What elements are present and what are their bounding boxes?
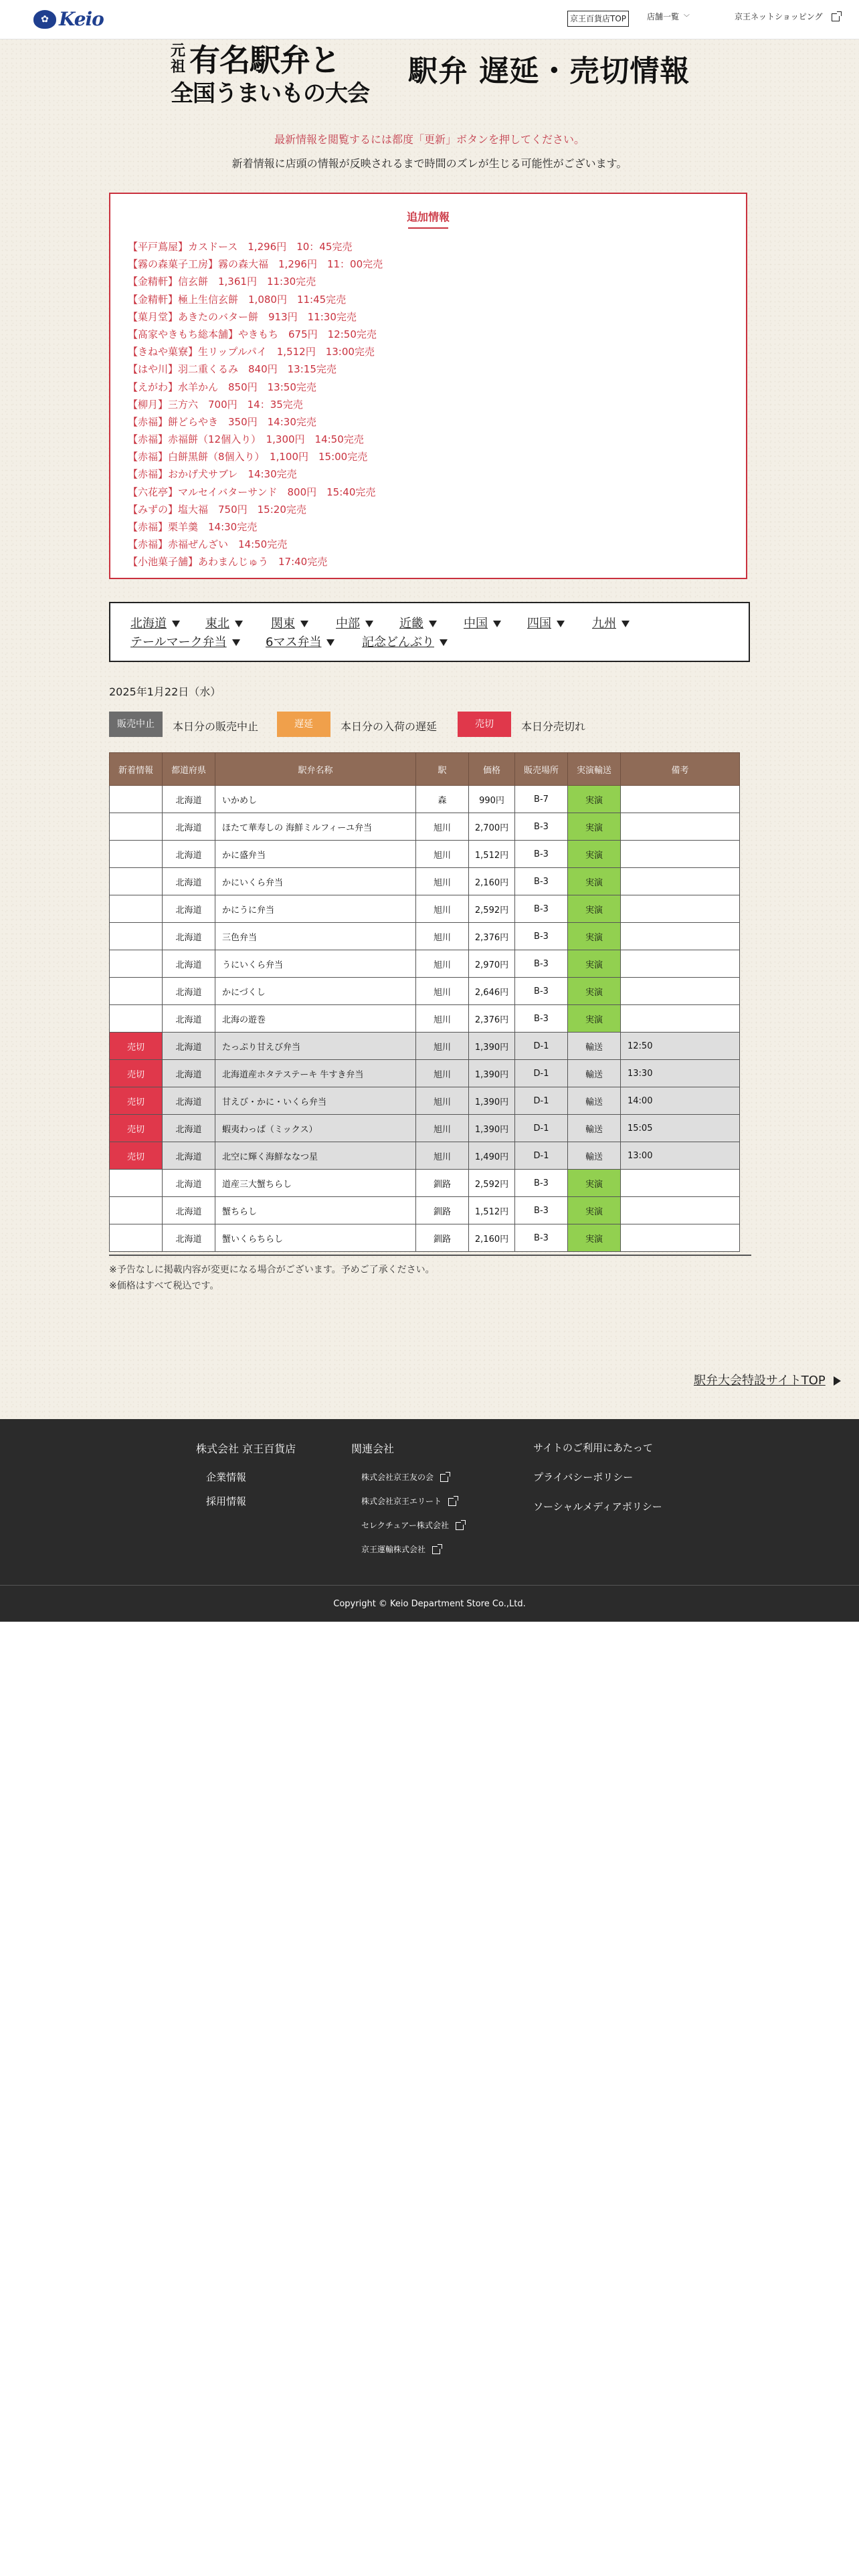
table-cell-mode: 実演 xyxy=(568,978,621,1005)
info-item: 【菓月堂】あきたのバター餅 913円 11:30完売 xyxy=(128,310,357,323)
table-cell-name: いかめし xyxy=(215,786,416,813)
table-cell-mode: 実演 xyxy=(568,895,621,923)
region-link-shikoku[interactable] xyxy=(527,614,565,631)
table-cell-status: 売切 xyxy=(110,1060,163,1087)
table-cell-price: 2,160円 xyxy=(469,1224,515,1252)
table-cell-name: かにうに弁当 xyxy=(215,895,416,923)
store-top-button[interactable]: 京王百貨店TOP xyxy=(567,11,629,27)
table-cell-pref: 北海道 xyxy=(163,978,215,1005)
table-cell-status: 売切 xyxy=(110,1142,163,1170)
table-cell-station: 森 xyxy=(416,786,469,813)
table-cell-station: 旭川 xyxy=(416,813,469,841)
table-cell-location: D-1 xyxy=(515,1115,568,1142)
nav-link-tailmark-bento[interactable] xyxy=(130,633,240,650)
column-header: 実演輸送 xyxy=(568,753,621,786)
region-label: 中部 xyxy=(336,617,360,631)
page-title: 駅弁 遅延・売切情報 xyxy=(408,54,690,88)
table-cell-note: 15:05 xyxy=(621,1115,740,1142)
info-item: 【金精軒】極上生信玄餅 1,080円 11:45完売 xyxy=(128,293,347,306)
nav-label: 記念どんぶり xyxy=(362,635,434,649)
region-link-hokkaido[interactable] xyxy=(130,614,180,631)
table-cell-note xyxy=(621,1005,740,1033)
table-cell-mode: 実演 xyxy=(568,923,621,950)
site-footer xyxy=(0,1419,859,1622)
triangle-down-icon xyxy=(232,639,240,646)
table-body xyxy=(110,786,740,1252)
external-link-icon xyxy=(448,1498,456,1506)
additional-info-list xyxy=(128,238,383,571)
table-cell-price: 1,490円 xyxy=(469,1142,515,1170)
table-cell-note xyxy=(621,895,740,923)
footer-link-site-usage[interactable]: サイトのご利用にあたって xyxy=(533,1442,653,1454)
table-cell-price: 2,592円 xyxy=(469,1170,515,1197)
legend-delay-text: 本日分の入荷の遅延 xyxy=(341,720,438,733)
table-cell-note xyxy=(621,1197,740,1224)
table-row xyxy=(110,1170,740,1197)
table-cell-mode: 実演 xyxy=(568,1005,621,1033)
table-cell-pref: 北海道 xyxy=(163,923,215,950)
table-cell-note xyxy=(621,786,740,813)
table-cell-note xyxy=(621,950,740,978)
info-item: 【みずの】塩大福 750円 15:20完売 xyxy=(128,503,306,516)
footer-link-tomonokai[interactable] xyxy=(361,1471,448,1483)
table-cell-name: かにづくし xyxy=(215,978,416,1005)
refresh-notice: 最新情報を閲覧するには都度「更新」ボタンを押してください。 xyxy=(274,133,585,146)
table-row xyxy=(110,813,740,841)
table-cell-status xyxy=(110,1224,163,1252)
table-cell-location: B-3 xyxy=(515,1005,568,1033)
column-header: 新着情報 xyxy=(110,753,163,786)
table-cell-price: 2,646円 xyxy=(469,978,515,1005)
footer-link-recruit[interactable]: 採用情報 xyxy=(206,1495,247,1507)
info-item: 【きねや菓寮】生リップルパイ 1,512円 13:00完売 xyxy=(128,346,375,358)
table-cell-pref: 北海道 xyxy=(163,1115,215,1142)
table-cell-name: かに盛弁当 xyxy=(215,841,416,868)
table-cell-mode: 実演 xyxy=(568,786,621,813)
table-cell-location: B-3 xyxy=(515,950,568,978)
table-cell-pref: 北海道 xyxy=(163,841,215,868)
footer-related-heading: 関連会社 xyxy=(351,1442,395,1455)
table-cell-name: 三色弁当 xyxy=(215,923,416,950)
info-item: 【小池菓子舗】あわまんじゅう 17:40完売 xyxy=(128,556,328,568)
table-cell-location: D-1 xyxy=(515,1060,568,1087)
legend-sold-text: 本日分売切れ xyxy=(521,720,586,733)
table-cell-pref: 北海道 xyxy=(163,895,215,923)
table-cell-location: B-3 xyxy=(515,841,568,868)
table-cell-pref: 北海道 xyxy=(163,1033,215,1060)
stores-dropdown[interactable] xyxy=(647,11,690,22)
legend-stop-text: 本日分の販売中止 xyxy=(173,720,259,733)
table-cell-station: 釧路 xyxy=(416,1170,469,1197)
table-row xyxy=(110,950,740,978)
table-cell-location: B-3 xyxy=(515,1170,568,1197)
table-cell-price: 1,512円 xyxy=(469,1197,515,1224)
table-cell-location: D-1 xyxy=(515,1033,568,1060)
table-cell-name: 甘えび・かに・いくら弁当 xyxy=(215,1087,416,1115)
event-logo-line2: 全国うまいもの大会 xyxy=(171,80,369,107)
site-top-label: 駅弁大会特設サイトTOP xyxy=(694,1374,826,1388)
footer-divider xyxy=(0,1585,859,1586)
table-cell-station: 旭川 xyxy=(416,1033,469,1060)
table-cell-location: B-3 xyxy=(515,978,568,1005)
triangle-down-icon xyxy=(622,621,630,627)
nav-link-6masu-bento[interactable] xyxy=(266,633,335,650)
info-item: 【霧の森菓子工房】霧の森大福 1,296円 11：00完売 xyxy=(128,258,383,271)
region-label: 中国 xyxy=(464,617,488,631)
table-cell-pref: 北海道 xyxy=(163,1142,215,1170)
table-cell-pref: 北海道 xyxy=(163,868,215,895)
table-cell-pref: 北海道 xyxy=(163,813,215,841)
region-label: 九州 xyxy=(592,617,616,631)
table-row xyxy=(110,841,740,868)
table-cell-status xyxy=(110,1170,163,1197)
table-cell-price: 1,390円 xyxy=(469,1033,515,1060)
region-link-tohoku[interactable] xyxy=(205,614,243,631)
site-top-link[interactable] xyxy=(694,1371,841,1388)
table-scroll-edge xyxy=(109,1255,751,1256)
triangle-down-icon xyxy=(326,639,335,646)
info-item: 【赤福】おかげ犬サブレ 14:30完売 xyxy=(128,468,297,481)
info-item: 【はや川】羽二重くるみ 840円 13:15完売 xyxy=(128,363,337,376)
info-item: 【赤福】白餅黒餅（8個入り） 1,100円 15:00完売 xyxy=(128,451,368,463)
table-cell-location: B-3 xyxy=(515,868,568,895)
region-label: 四国 xyxy=(527,617,551,631)
table-cell-status: 売切 xyxy=(110,1115,163,1142)
table-cell-mode: 実演 xyxy=(568,868,621,895)
region-label: 東北 xyxy=(205,617,229,631)
table-cell-station: 釧路 xyxy=(416,1197,469,1224)
table-cell-name: 北空に輝く海鮮ななつ星 xyxy=(215,1142,416,1170)
table-cell-station: 釧路 xyxy=(416,1224,469,1252)
table-cell-location: B-7 xyxy=(515,786,568,813)
footer-link-social-media[interactable]: ソーシャルメディアポリシー xyxy=(533,1501,662,1513)
stores-label: 店舗一覧 xyxy=(647,12,680,21)
table-cell-location: D-1 xyxy=(515,1142,568,1170)
triangle-down-icon xyxy=(235,621,243,627)
column-header: 駅弁名称 xyxy=(215,753,416,786)
table-cell-status xyxy=(110,813,163,841)
table-cell-status xyxy=(110,841,163,868)
region-link-chugoku[interactable] xyxy=(464,614,501,631)
table-cell-mode: 実演 xyxy=(568,813,621,841)
keio-logo-mark-icon: ✿ xyxy=(33,10,56,29)
info-item: 【六花亭】マルセイバターサンド 800円 15:40完売 xyxy=(128,486,376,498)
table-row xyxy=(110,1115,740,1142)
bento-table-wrapper xyxy=(109,752,751,1252)
table-row xyxy=(110,786,740,813)
table-cell-status xyxy=(110,950,163,978)
region-nav xyxy=(109,602,750,662)
event-logo-line1: 有名駅弁と xyxy=(189,42,340,78)
region-link-kanto[interactable] xyxy=(271,614,308,631)
column-header: 販売場所 xyxy=(515,753,568,786)
table-cell-location: B-3 xyxy=(515,1224,568,1252)
table-cell-status: 売切 xyxy=(110,1087,163,1115)
triangle-down-icon xyxy=(172,621,180,627)
table-cell-note xyxy=(621,923,740,950)
table-row xyxy=(110,1005,740,1033)
table-cell-location: D-1 xyxy=(515,1087,568,1115)
nav-link-kinen-donburi[interactable] xyxy=(362,633,448,650)
net-shopping-link[interactable] xyxy=(735,11,840,22)
table-cell-location: B-3 xyxy=(515,813,568,841)
column-header: 備考 xyxy=(621,753,740,786)
table-cell-station: 旭川 xyxy=(416,868,469,895)
footer-link-unyu[interactable] xyxy=(361,1543,440,1555)
region-link-kinki[interactable] xyxy=(399,614,437,631)
table-cell-pref: 北海道 xyxy=(163,1087,215,1115)
table-cell-mode: 輸送 xyxy=(568,1087,621,1115)
table-cell-pref: 北海道 xyxy=(163,1197,215,1224)
nav-label: 6マス弁当 xyxy=(266,635,322,649)
table-cell-price: 2,700円 xyxy=(469,813,515,841)
table-cell-note xyxy=(621,978,740,1005)
triangle-down-icon xyxy=(429,621,437,627)
footnote-tax: ※価格はすべて税込です。 xyxy=(109,1281,219,1291)
table-cell-status xyxy=(110,1005,163,1033)
table-cell-price: 1,512円 xyxy=(469,841,515,868)
table-cell-mode: 実演 xyxy=(568,1170,621,1197)
title-underline xyxy=(408,227,448,229)
table-cell-status: 売切 xyxy=(110,1033,163,1060)
table-cell-pref: 北海道 xyxy=(163,1005,215,1033)
table-cell-price: 2,160円 xyxy=(469,868,515,895)
table-cell-price: 2,376円 xyxy=(469,923,515,950)
info-item: 【赤福】栗羊羹 14:30完売 xyxy=(128,521,258,533)
footer-company-heading: 株式会社 京王百貨店 xyxy=(196,1442,296,1455)
external-link-icon xyxy=(456,1522,464,1530)
footer-link-selecture[interactable] xyxy=(361,1519,464,1531)
footer-link-elite[interactable] xyxy=(361,1495,456,1507)
external-link-icon xyxy=(832,13,840,21)
table-cell-status xyxy=(110,786,163,813)
table-cell-pref: 北海道 xyxy=(163,1224,215,1252)
column-header: 駅 xyxy=(416,753,469,786)
event-logo xyxy=(171,36,385,107)
table-cell-mode: 輸送 xyxy=(568,1060,621,1087)
nav-label: テールマーク弁当 xyxy=(130,635,227,649)
footer-link-corporate[interactable]: 企業情報 xyxy=(206,1471,247,1483)
table-cell-station: 旭川 xyxy=(416,950,469,978)
table-cell-name: 蟹ちらし xyxy=(215,1197,416,1224)
table-cell-note: 13:30 xyxy=(621,1060,740,1087)
table-cell-name: 北海の遊巻 xyxy=(215,1005,416,1033)
table-row xyxy=(110,895,740,923)
info-item: 【赤福】餅どらやき 350円 14:30完売 xyxy=(128,415,316,428)
table-cell-name: かにいくら弁当 xyxy=(215,868,416,895)
table-row xyxy=(110,1087,740,1115)
table-cell-mode: 実演 xyxy=(568,950,621,978)
table-cell-pref: 北海道 xyxy=(163,950,215,978)
keio-logo[interactable] xyxy=(33,8,104,30)
table-cell-station: 旭川 xyxy=(416,1115,469,1142)
table-cell-price: 2,592円 xyxy=(469,895,515,923)
table-cell-status xyxy=(110,923,163,950)
legend-stop-chip: 販売中止 xyxy=(109,712,163,737)
table-cell-station: 旭川 xyxy=(416,923,469,950)
table-cell-station: 旭川 xyxy=(416,1087,469,1115)
table-cell-mode: 輸送 xyxy=(568,1142,621,1170)
keio-logo-text: Keio xyxy=(59,8,104,30)
triangle-down-icon xyxy=(440,639,448,646)
table-cell-price: 1,390円 xyxy=(469,1087,515,1115)
table-cell-name: うにいくら弁当 xyxy=(215,950,416,978)
table-cell-note: 13:00 xyxy=(621,1142,740,1170)
table-row xyxy=(110,978,740,1005)
table-cell-note xyxy=(621,841,740,868)
additional-info-box xyxy=(109,193,747,579)
table-cell-location: B-3 xyxy=(515,1197,568,1224)
table-cell-name: 蝦夷わっぱ（ミックス） xyxy=(215,1115,416,1142)
region-label: 関東 xyxy=(271,617,295,631)
footer-link-label: 京王運輸株式会社 xyxy=(361,1545,426,1554)
triangle-down-icon xyxy=(493,621,501,627)
table-cell-station: 旭川 xyxy=(416,1142,469,1170)
footer-link-label: 株式会社京王エリート xyxy=(361,1497,442,1506)
table-cell-mode: 実演 xyxy=(568,1224,621,1252)
additional-info-title: 追加情報 xyxy=(406,211,450,223)
external-link-icon xyxy=(432,1546,440,1554)
column-header: 価格 xyxy=(469,753,515,786)
table-cell-note xyxy=(621,1170,740,1197)
table-cell-status xyxy=(110,1197,163,1224)
triangle-right-icon xyxy=(834,1376,841,1386)
table-cell-note: 14:00 xyxy=(621,1087,740,1115)
column-header: 都道府県 xyxy=(163,753,215,786)
table-cell-mode: 輸送 xyxy=(568,1033,621,1060)
info-item: 【えがわ】水羊かん 850円 13:50完売 xyxy=(128,381,316,393)
region-link-kyushu[interactable] xyxy=(592,614,630,631)
legend-sold-chip: 売切 xyxy=(458,712,511,737)
table-cell-name: たっぷり甘えび弁当 xyxy=(215,1033,416,1060)
table-cell-name: ほたて華寿しの 海鮮ミルフィーユ弁当 xyxy=(215,813,416,841)
table-cell-station: 旭川 xyxy=(416,841,469,868)
info-item: 【赤福】赤福餅（12個入り） 1,300円 14:50完売 xyxy=(128,433,364,446)
triangle-down-icon xyxy=(365,621,373,627)
table-cell-price: 1,390円 xyxy=(469,1060,515,1087)
region-label: 近畿 xyxy=(399,617,423,631)
table-cell-pref: 北海道 xyxy=(163,1060,215,1087)
region-link-chubu[interactable] xyxy=(336,614,373,631)
table-row xyxy=(110,1142,740,1170)
footer-link-label: セレクチュアー株式会社 xyxy=(361,1521,450,1530)
table-cell-name: 蟹いくらちらし xyxy=(215,1224,416,1252)
table-cell-status xyxy=(110,978,163,1005)
info-item: 【金精軒】信玄餅 1,361円 11:30完売 xyxy=(128,276,316,288)
footnote-change: ※予告なしに掲載内容が変更になる場合がございます。予めご了承ください。 xyxy=(109,1265,435,1275)
table-cell-status xyxy=(110,868,163,895)
table-cell-note xyxy=(621,1224,740,1252)
table-cell-station: 旭川 xyxy=(416,1060,469,1087)
external-link-icon xyxy=(440,1474,448,1482)
table-cell-price: 2,376円 xyxy=(469,1005,515,1033)
table-cell-station: 旭川 xyxy=(416,1005,469,1033)
table-row xyxy=(110,1197,740,1224)
net-shopping-label: 京王ネットショッピング xyxy=(735,12,823,21)
triangle-down-icon xyxy=(557,621,565,627)
table-cell-note: 12:50 xyxy=(621,1033,740,1060)
table-cell-name: 道産三大蟹ちらし xyxy=(215,1170,416,1197)
table-cell-price: 1,390円 xyxy=(469,1115,515,1142)
copyright: Copyright © Keio Department Store Co.,Ltd. xyxy=(333,1599,526,1609)
legend-delay-chip: 遅延 xyxy=(277,712,330,737)
table-cell-status xyxy=(110,895,163,923)
bento-table xyxy=(109,752,740,1252)
table-cell-price: 2,970円 xyxy=(469,950,515,978)
table-row xyxy=(110,1033,740,1060)
table-cell-note xyxy=(621,868,740,895)
footer-link-privacy[interactable]: プライバシーポリシー xyxy=(533,1471,634,1483)
table-cell-mode: 実演 xyxy=(568,1197,621,1224)
info-item: 【赤福】赤福ぜんざい 14:50完売 xyxy=(128,538,288,551)
site-header xyxy=(0,0,859,39)
table-cell-pref: 北海道 xyxy=(163,1170,215,1197)
table-cell-mode: 実演 xyxy=(568,841,621,868)
region-label: 北海道 xyxy=(130,617,167,631)
info-item: 【髙家やきもち総本舗】やきもち 675円 12:50完売 xyxy=(128,328,377,340)
chevron-down-icon: ﹀ xyxy=(683,15,690,21)
table-row xyxy=(110,923,740,950)
delay-notice: 新着情報に店頭の情報が反映されるまで時間のズレが生じる可能性がございます。 xyxy=(231,157,628,170)
info-item: 【柳月】三方六 700円 14：35完売 xyxy=(128,398,303,411)
event-logo-gan: 元祖 xyxy=(171,42,186,76)
footer-link-label: 株式会社京王友の会 xyxy=(361,1473,434,1482)
triangle-down-icon xyxy=(300,621,308,627)
table-cell-price: 990円 xyxy=(469,786,515,813)
table-cell-name: 北海道産ホタテステーキ 牛すき弁当 xyxy=(215,1060,416,1087)
current-date: 2025年1月22日（水） xyxy=(109,685,221,698)
table-cell-location: B-3 xyxy=(515,895,568,923)
table-cell-mode: 輸送 xyxy=(568,1115,621,1142)
info-item: 【平戸蔦屋】カスドース 1,296円 10：45完売 xyxy=(128,241,353,253)
table-row xyxy=(110,1224,740,1252)
table-cell-note xyxy=(621,813,740,841)
table-row xyxy=(110,1060,740,1087)
table-cell-station: 旭川 xyxy=(416,978,469,1005)
table-cell-station: 旭川 xyxy=(416,895,469,923)
table-row xyxy=(110,868,740,895)
table-cell-location: B-3 xyxy=(515,923,568,950)
table-cell-pref: 北海道 xyxy=(163,786,215,813)
table-header-row xyxy=(110,753,740,786)
